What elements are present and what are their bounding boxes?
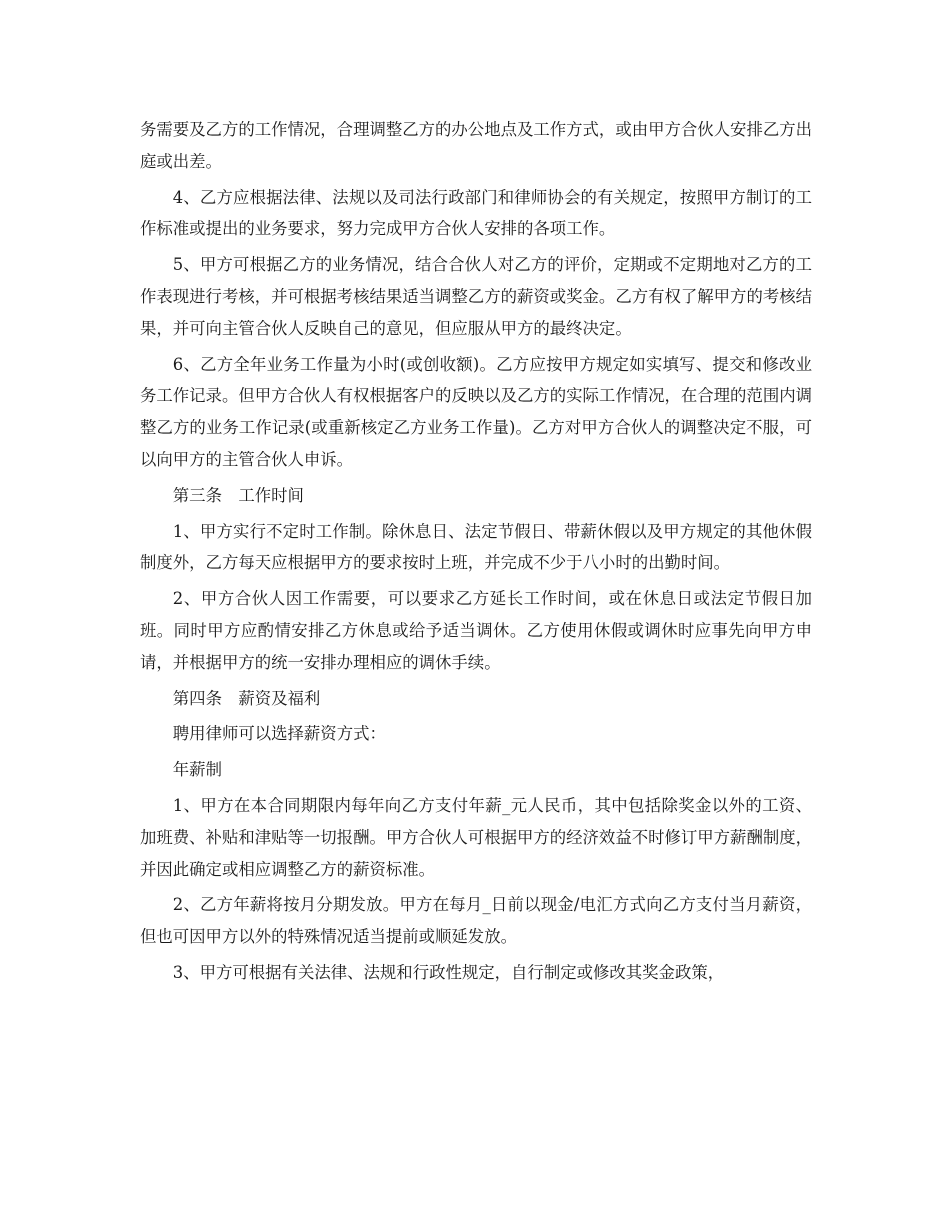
paragraph-salary-intro: 聘用律师可以选择薪资方式：: [172, 724, 386, 744]
paragraph-clause-5: 5、甲方可根据乙方的业务情况，结合合伙人对乙方的评价，定期或不定期地对乙方的工作表现进行考核，并可根据考核结果适当调整乙方的薪资或奖金。乙方有权了解甲方的考核结果，并可向主管合伙人反映自己的意见，但应服从甲方的最终决定。: [140, 255, 813, 338]
paragraph-continued: 务需要及乙方的工作情况，合理调整乙方的办公地点及工作方式，或由甲方合伙人安排乙方出庭或出差。: [140, 120, 813, 171]
paragraph-salary-3: 3、甲方可根据有关法律、法规和行政性规定，自行制定或修改其奖金政策，: [172, 962, 725, 982]
paragraph-clause-4: 4、乙方应根据法律、法规以及司法行政部门和律师协会的有关规定，按照甲方制订的工作标准或提出的业务要求，努力完成甲方合伙人安排的各项工作。: [140, 187, 812, 239]
paragraph-salary-1: 1、甲方在本合同期限内每年向乙方支付年薪_元人民币，其中包括除奖金以外的工资、加班费、补贴和津贴等一切报酬。甲方合伙人可根据甲方的经济效益不时修订甲方薪酬制度，并因此确定或相应调整乙方的薪资标准。: [140, 795, 813, 879]
paragraph-annual-salary-label: 年薪制: [172, 760, 222, 780]
paragraph-clause-6: 6、乙方全年业务工作量为小时(或创收额)。乙方应按甲方规定如实填写、提交和修改业务工作记录。但甲方合伙人有权根据客户的反映以及乙方的实际工作情况，在合理的范围内调整乙方的业务工作记录(或重新核定乙方业务工作量)。乙方对甲方合伙人的调整决定不服，可以向甲方的主管合伙人申诉。: [140, 354, 813, 469]
section-heading-article-3: 第三条 工作时间: [172, 485, 304, 505]
paragraph-work-time-1: 1、甲方实行不定时工作制。除休息日、法定节假日、带薪休假以及甲方规定的其他休假制度外，乙方每天应根据甲方的要求按时上班，并完成不少于八小时的出勤时间。: [140, 521, 812, 573]
section-heading-article-4: 第四条 薪资及福利: [172, 688, 321, 708]
paragraph-work-time-2: 2、甲方合伙人因工作需要，可以要求乙方延长工作时间，或在休息日或法定节假日加班。同时甲方应酌情安排乙方休息或给予适当调休。乙方使用休假或调休时应事先向甲方申请，并根据甲方的统一安排办理相应的调休手续。: [140, 589, 812, 672]
document-body: [140, 114, 812, 993]
paragraph-salary-2: 2、乙方年薪将按月分期发放。甲方在每月_日前以现金/电汇方式向乙方支付当月薪资，但也可因甲方以外的特殊情况适当提前或顺延发放。: [140, 895, 812, 947]
